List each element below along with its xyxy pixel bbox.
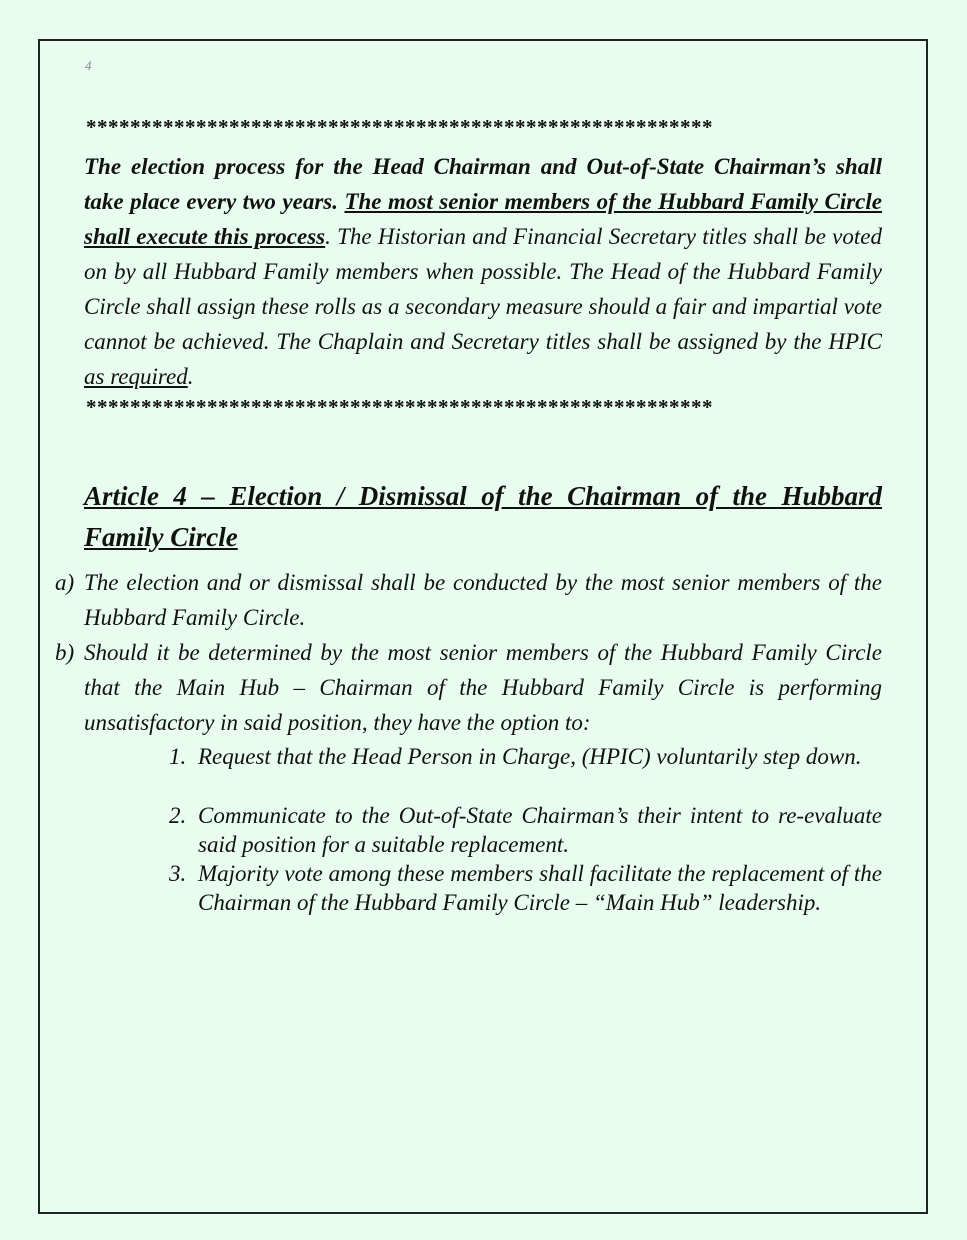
notice-end-text: . (187, 364, 194, 389)
option-item-1 (169, 742, 882, 771)
page-number: 4 (85, 58, 92, 73)
separator-top: ********************************************************* (86, 115, 713, 139)
option-text: Request that the Head Person in Charge, (HPIC) voluntarily step down. (198, 744, 862, 769)
option-number: 3. (169, 861, 187, 886)
option-item-3 (169, 859, 882, 917)
option-text: Communicate to the Out-of-State Chairman’s their intent to re-evaluate said position for a suitable replacement. (198, 803, 882, 857)
notice-body-text: . The Historian and Financial Secretary titles shall be voted on by all Hubbard Family members when possible. The Head of the Hubbard Family Circle shall assign these rolls as a secondary measure should a fair and impartial vote cannot be achieved. The Chaplain and Secretary titles shall be assigned by the HPIC (84, 224, 882, 354)
article-title: Article 4 – Election / Dismissal of the Chairman of the Hubbard Family Circle (84, 481, 882, 552)
notice-bold-underlined-text: The most senior members of the Hubbard Family Circle shall execute this process (84, 189, 882, 249)
notice-bold-text: The election process for the Head Chairman and Out-of-State Chairman’s shall take place every two years. (84, 154, 882, 214)
notice-underlined-text: as required (84, 364, 188, 389)
clause-marker: a) (55, 570, 75, 595)
clause-b (55, 635, 882, 740)
election-notice (84, 149, 882, 394)
clause-marker: b) (55, 640, 75, 665)
option-number: 2. (169, 803, 187, 828)
clause-text: The election and or dismissal shall be conducted by the most senior members of the Hubbard Family Circle. (84, 570, 882, 630)
separator-bottom: ********************************************************* (86, 395, 713, 419)
clause-a (55, 565, 882, 635)
clause-text: Should it be determined by the most senior members of the Hubbard Family Circle that the Main Hub – Chairman of the Hubbard Family Circle is performing unsatisfactory in said position, they have the option to: (84, 640, 882, 735)
option-text: Majority vote among these members shall facilitate the replacement of the Chairman of the Hubbard Family Circle – “Main Hub” leadership. (198, 861, 882, 915)
option-number: 1. (169, 744, 187, 769)
option-item-2 (169, 801, 882, 859)
